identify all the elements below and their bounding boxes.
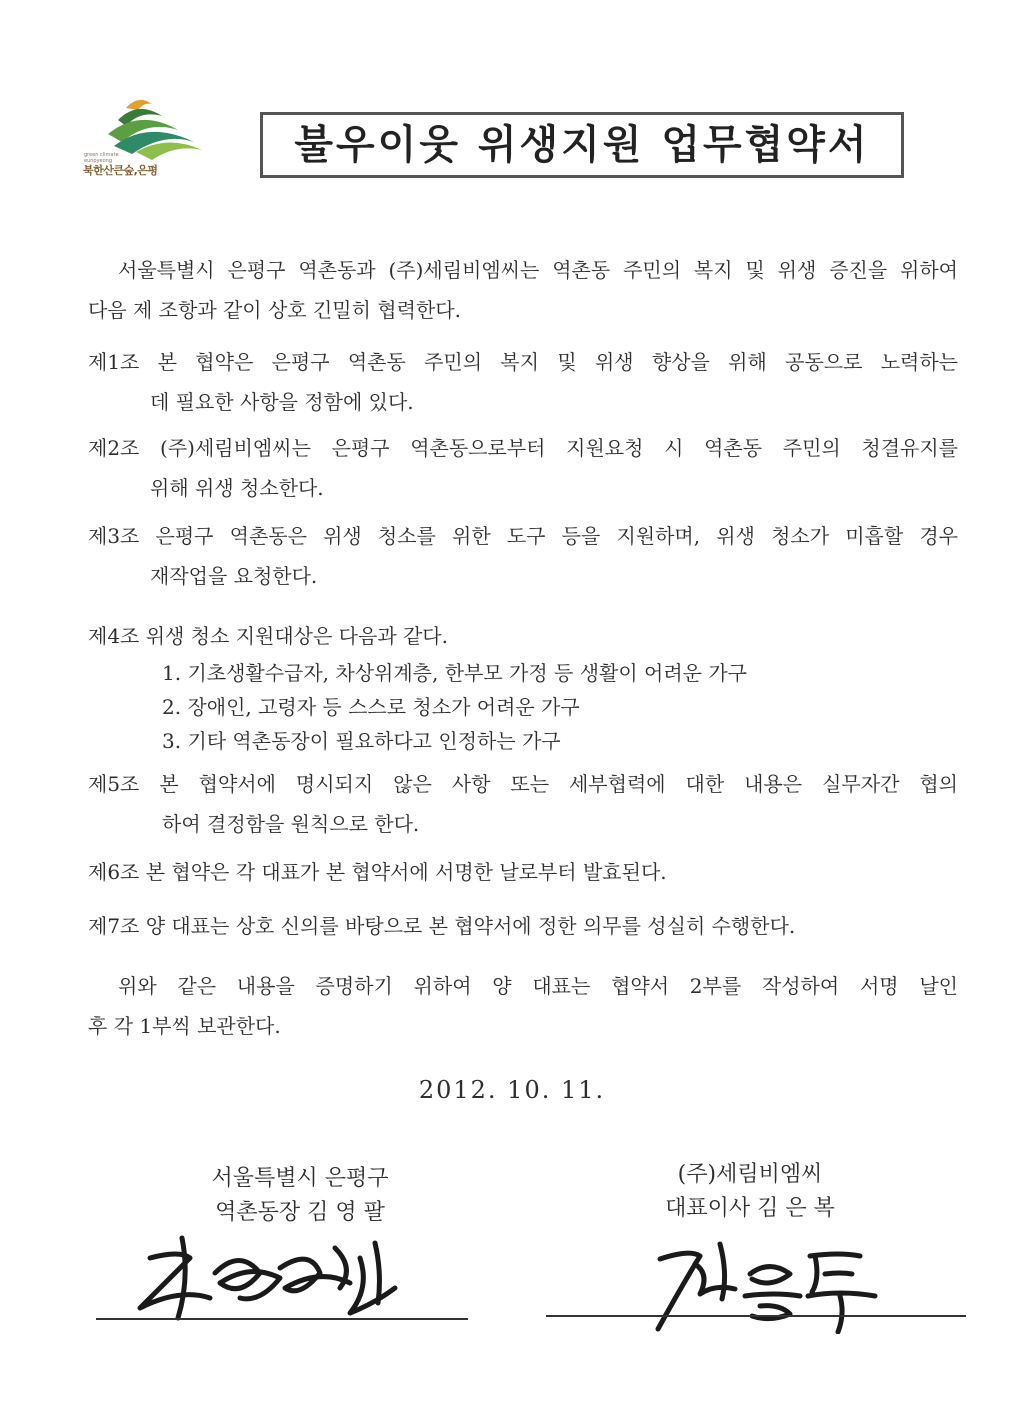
signatory-right-org: (주)세림비엠씨 xyxy=(677,1162,823,1187)
intro-line-2: 다음 제 조항과 같이 상호 긴밀히 협력한다. xyxy=(88,298,461,322)
article-1-line-1: 제1조 본 협약은 은평구 역촌동 주민의 복지 및 위생 향상을 위해 공동으로 노력하는 xyxy=(88,350,958,374)
svg-text:eunpyeong: eunpyeong xyxy=(84,158,113,164)
article-4-item-2: 2. 장애인, 고령자 등 스스로 청소가 어려운 가구 xyxy=(162,695,580,719)
article-4-item-3: 3. 기타 역촌동장이 필요하다고 인정하는 가구 xyxy=(162,729,561,753)
article-7 xyxy=(88,906,958,946)
article-5-line-1: 제5조 본 협약서에 명시되지 않은 사항 또는 세부협력에 대한 내용은 실무자간 협의 xyxy=(88,772,958,796)
article-7-line-1: 제7조 양 대표는 상호 신의를 바탕으로 본 협약서에 정한 의무를 성실히 수행한다. xyxy=(88,914,796,938)
signatory-left-role: 역촌동장 김 영 팔 xyxy=(215,1200,385,1225)
article-4 xyxy=(88,616,958,758)
logo-text: 북한산큰숲,은평 xyxy=(83,164,158,177)
signature-right-icon xyxy=(640,1234,900,1334)
article-3-line-2: 재작업을 요청한다. xyxy=(150,564,318,588)
closing-line-1: 위와 같은 내용을 증명하기 위하여 양 대표는 협약서 2부를 작성하여 서명 날인 xyxy=(118,974,958,998)
article-6-line-1: 제6조 본 협약은 각 대표가 본 협약서에 서명한 날로부터 발효된다. xyxy=(88,860,667,884)
article-2 xyxy=(88,428,958,508)
article-5-line-2: 하여 결정함을 원칙으로 한다. xyxy=(162,812,420,836)
article-1 xyxy=(88,342,958,422)
article-3 xyxy=(88,516,958,596)
document-title: 불우이웃 위생지원 업무협약서 xyxy=(294,122,870,168)
intro-paragraph xyxy=(88,250,958,330)
intro-line-1: 서울특별시 은평구 역촌동과 (주)세림비엠씨는 역촌동 주민의 복지 및 위생 증진을 위하여 xyxy=(118,258,958,282)
signatory-left xyxy=(150,1162,450,1230)
article-5 xyxy=(88,764,958,844)
signatory-right-role: 대표이사 김 은 복 xyxy=(665,1196,835,1221)
closing-line-2: 후 각 1부씩 보관한다. xyxy=(88,1014,281,1038)
signatory-left-org: 서울특별시 은평구 xyxy=(211,1166,389,1191)
article-1-line-2: 데 필요한 사항을 정함에 있다. xyxy=(150,390,414,414)
signing-date: 2012. 10. 11. xyxy=(418,1076,606,1104)
signature-line-left xyxy=(96,1318,468,1320)
article-2-line-1: 제2조 (주)세림비엠씨는 은평구 역촌동으로부터 지원요청 시 역촌동 주민의 청결유지를 xyxy=(88,436,958,460)
article-6 xyxy=(88,852,958,892)
svg-text:green climate: green climate xyxy=(84,152,119,158)
signature-line-right xyxy=(546,1315,966,1317)
article-4-line-1: 제4조 위생 청소 지원대상은 다음과 같다. xyxy=(88,624,448,648)
article-4-item-1: 1. 기초생활수급자, 차상위계층, 한부모 가정 등 생활이 어려운 가구 xyxy=(162,661,747,685)
title-frame xyxy=(262,112,902,178)
article-3-line-1: 제3조 은평구 역촌동은 위생 청소를 위한 도구 등을 지원하며, 위생 청소가 미흡할 경우 xyxy=(88,524,958,548)
signatory-right xyxy=(600,1158,900,1226)
signature-left-icon xyxy=(120,1228,420,1328)
article-2-line-2: 위해 위생 청소한다. xyxy=(150,476,324,500)
closing-paragraph xyxy=(88,966,958,1046)
